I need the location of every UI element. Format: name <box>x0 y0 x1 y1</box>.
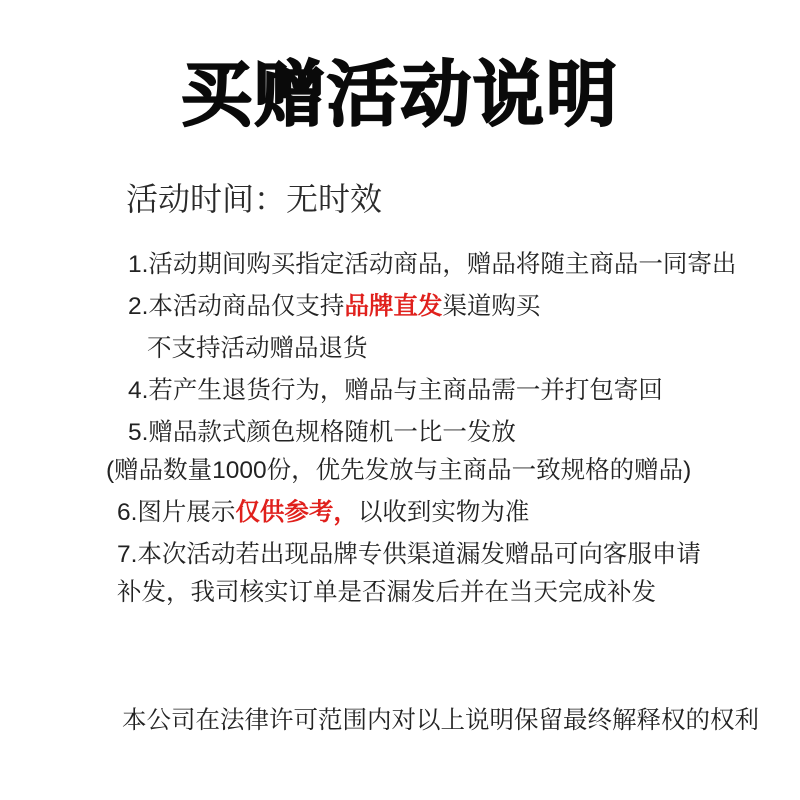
notice-line-missing-gift-claim-wrap: 补发，我司核实订单是否漏发后并在当天完成补发 <box>117 579 656 606</box>
notice-text: 渠道购买 <box>442 293 541 320</box>
notice-line-return-with-gift: 4.若产生退货行为，赠品与主商品需一并打包寄回 <box>128 377 663 404</box>
notice-text: 以收到实物为准 <box>357 499 530 526</box>
page-title: 买赠活动说明 <box>180 56 619 135</box>
notice-line-random-style: 5.赠品款式颜色规格随机一比一发放 <box>128 419 516 446</box>
highlight-brand-direct: 品牌直发 <box>344 293 443 320</box>
notice-text: 2.本活动商品仅支持 <box>128 293 345 320</box>
notice-list <box>0 251 800 607</box>
legal-disclaimer: 本公司在法律许可范围内对以上说明保留最终解释权的权利 <box>122 707 759 734</box>
activity-time: 活动时间：无时效 <box>126 181 383 217</box>
notice-line-missing-gift-claim: 7.本次活动若出现品牌专供渠道漏发赠品可向客服申请 <box>117 541 701 568</box>
highlight-reference-only: 仅供参考， <box>235 499 358 526</box>
notice-text: 6.图片展示 <box>117 499 236 526</box>
notice-line-gift-quantity: (赠品数量1000份，优先发放与主商品一致规格的赠品) <box>106 457 692 484</box>
gift-activity-notice <box>0 50 800 800</box>
notice-line-brand-direct-channel <box>0 293 800 321</box>
notice-line-no-gift-return: 不支持活动赠品退货 <box>147 335 368 362</box>
notice-line-image-reference <box>0 499 800 527</box>
notice-line-ship-with-order: 1.活动期间购买指定活动商品，赠品将随主商品一同寄出 <box>128 251 737 278</box>
